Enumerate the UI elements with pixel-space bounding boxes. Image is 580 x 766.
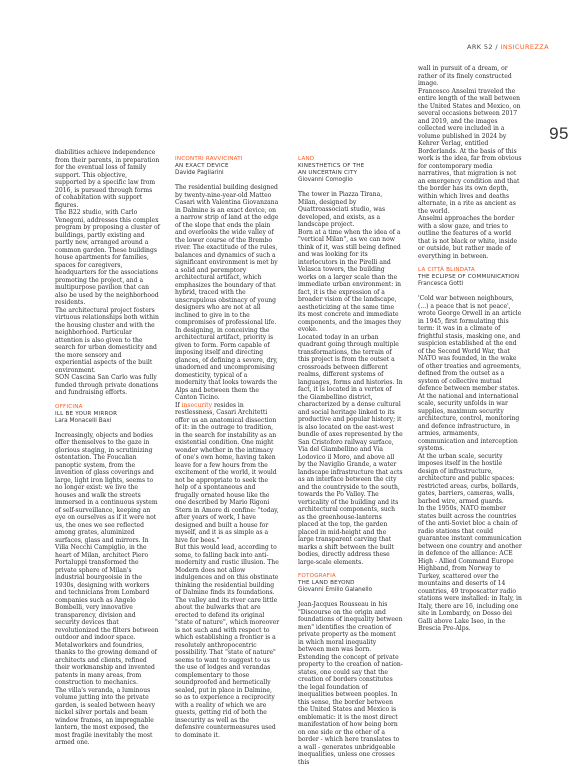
paragraph: Increasingly, objects and bodies offer themselves to the gaze in glorious staging, in scrutinizing ostentation. The Foucalian panoptic system, from the invention of glass coverings and large, light iron lights, seems to no longer exist: we live the houses and walk the streets immersed in a continuous system of self-surveillance, keeping an eye on ourselves as if it were not us, the ones we see reflected among grates, aluminized surfaces, glass and mirrors. In Villa Necchi Campiglio, in the heart of Milan, architect Piero Portaluppi transformed the private sphere of Milan's industrial bourgeoisie in the 1930s, designing with workers and technicians from Lombard companies such as Angelo Bombelli, very innovative transparency, division and security devices that revolutionized the filters between outdoor and indoor space. Metalworkers and foundries, thanks to the growing demand of architects and clients, refined their workmanship and invented patents in many areas, from construction to mechanics.: [55, 431, 159, 686]
paragraph: [175, 402, 280, 545]
paragraph: SON Cascina San Carlo was fully funded through private donations and fundraising efforts.: [55, 374, 159, 396]
paragraph: The residential building designed by twenty-nine-year-old Matteo Casari with Valentina Giovanzana in Dalmine is an exact device, on a narrow strip of land at the edge of the slope that ends the plain and overlooks the wide valley of the lower course of the Brembo river. The exactitude of the rules, balances and dynamics of such a significant environment is met by a solid and peremptory architectural artifact, which emphasizes the boundary of that hybrid, traced with the unscrupulous obstinacy of young designers who are not at all inclined to give in to the compromises of professional life.: [175, 184, 279, 326]
issue-label: ARK 52 /: [467, 43, 499, 51]
paragraph: Jean-Jacques Rousseau in his "Discourse on the origin and foundations of inequality between men" identifies the creation of private property as the moment in which moral inequality between men was born. Extending the concept of private property to the creation of nation-states, one could say that the creation of borders constitutes the legal foundation of inequalities between peoples. In this sense, the border between the United States and Mexico is emblematic: it is the most direct manifestation of how being born on one side or the other of a border - which here translates to a wall - generates unbridgeable inequalities, unless one crosses this: [298, 601, 403, 766]
paragraph: The B22 studio, with Carlo Venegoni, addresses this complex program by proposing a cluster of buildings, partly existing and partly new, arranged around a common garden. These buildings house apartments for families, spaces for caregivers, headquarters for the associations promoting the project, and a multipurpose pavilion that can also be used by the neighborhood residents.: [55, 209, 160, 306]
paragraph: Francesco Anselmi traveled the entire length of the wall between the United States and Mexico, on several occasions between 2017 and 2019, and the images collected were included in a volume published in 2024 by Kehrer Verlag, entitled Borderlands. At the basis of this work is the idea, far from obvious for contemporary media narratives, that migration is not an emergency condition and that the border has its own depth, within which lives and deaths alternate, in a rite as ancient as the world.: [418, 87, 522, 215]
text-run: If: [175, 401, 182, 409]
section-subtitle: THE ECLIPSE OF COMMUNICATION: [418, 274, 520, 280]
paragraph: But this would lead, according to some, to falling back into anti-modernity and rustic illusion. The Modern does not allow indulgences and on this obstinate thinking the residential building of Dalmine finds its foundations.: [175, 544, 279, 596]
paragraph: Born at a time when the idea of a "vertical Milan", as we can now think of it, was still being defined and was looking for its interlocutors in the Pirelli and Velasca towers, the building works on a larger scale than the immediate urban environment: in fact, it is the expression of a broader vision of the landscape, aestheticizing at the same time its most concrete and immediate components, and the images they evoke.: [298, 228, 402, 333]
section-label: INSICUREZZA: [500, 43, 549, 51]
running-header: [467, 43, 549, 51]
page-number: 95: [549, 124, 569, 143]
paragraph: The architectural project fosters virtuous relationships both within the housing cluster and with the neighborhood. Particular attention is also given to the search for urban domesticity and the more sensory and experiential aspects of the built environment.: [55, 306, 159, 374]
section-author: Giovanni Comoglio: [298, 177, 353, 183]
section-title: OFFICINA: [55, 403, 83, 410]
paragraph: At the urban scale, security imposes itself in the hostile design of infrastructure, architecture and public spaces: restricted areas, curbs, bollards, gates, barriers, cameras, walls, barbed wire, armed guards.: [418, 452, 519, 505]
paragraph: In designing, in conceiving the architectural artifact, priority is given to form. Form capable of imposing itself and directing glances, of defining a severe, dry, unadorned and uncompromising domesticity, typical of a modernity that looks towards the Alps and between them the Canton Ticino.: [175, 326, 278, 401]
section-subtitle: AN EXACT DEVICE: [175, 163, 229, 169]
section-author: Giovanni Emilio Galanello: [298, 587, 373, 593]
paragraph: 'Cold war between neighbours, (...) a peace that is not peace', wrote George Orwell in an article in 1945, first formulating this term: it was in a climate of frightful stasis, masking one, and suspicion established at the end of the Second World War, that NATO was founded, in the wake of other treaties and agreements, defined from the outset as a system of collective mutual defence between member states.: [418, 295, 522, 392]
paragraph: diabilities achieve independence from their parents, in preparation for the eventual loss of family support. This objective, supported by a specific law from 2016, is pursued through forms of cohabitation with support figures.: [55, 149, 160, 209]
section-subtitle: ILL BE YOUR MIRROR: [55, 410, 118, 417]
section-author: Francesca Gotti: [418, 281, 464, 287]
section-title: INCONTRI RAVVICINATI: [175, 156, 243, 162]
paragraph: Located today in an urban quadrant going through multiple transformations, the terrain of this project is from the outset a crossroads between different realms, different systems of languages, forms and histories. In fact, it is located in a vertex of the Giambellino district, characterized by a dense cultural and social heritage linked to its productive and popular history; it is also located on the east-west bundle of axes represented by the San Cristoforo railway surface, Via del Giambellino and Via Lodovico il Moro, and above all by the Naviglio Grande, a water landscape infrastructure that acts as an interface between the city and the countryside to the south, towards the Po Valley. The verticality of the building and its architectural components, such as the greenhouse-lanterns placed at the top, the garden placed in mid-height and the large transparent carving that marks a shift between the built bodies, directly address these large-scale elements.: [298, 333, 403, 566]
text-column-1: [55, 149, 160, 747]
section-subtitle: AN UNCERTAIN CITY: [298, 170, 358, 176]
paragraph: Anselmi approaches the border with a slow gaze, and tries to outline the features of a world that is not black or white, inside or outside, but rather made of everything in between.: [418, 215, 518, 260]
paragraph: At the national and international scale, security unfolds in war supplies, maximum security architecture, control, monitoring and defence infrastructure, in armies, armaments, communication and interception systems.: [418, 392, 520, 452]
section-title: FOTOGRAFIA: [298, 573, 336, 579]
paragraph: In the 1950s, NATO member states built across the countries of the anti-Soviet bloc a chain of radio stations that could guarantee instant communication between one country and another in defence of the alliance: ACE High - Allied Command Europe Highband, from Norway to Turkey, scattered over the mountains and deserts of 14 countries, 49 troposcatter radio stations were installed: in Italy, in Italy, there are 16, including one site in Lombardy, on Dosso dei Galli above Lake Iseo, in the Brescia Pre-Alps.: [418, 505, 522, 632]
section-title: LA CITTÀ BLINDATA: [418, 267, 475, 273]
paragraph: The valley and its river care little about the bulwarks that are erected to defend its original "state of nature", which moreover is not such and with respect to which establishing a frontier is a resolutely anthropocentric possibility. That "state of nature" seems to want to suggest to us the use of lodges and verandas complementary to those soundproofed and hermetically sealed, put in place in Dalmine, so as to experience a reciprocity with a reality of which we are guests, getting rid of both the insecurity as well as the defensive countermeasures used to dominate it.: [175, 596, 280, 739]
section-subtitle: KINESTHETICS OF THE: [298, 163, 365, 169]
text-column-4: [418, 65, 523, 633]
paragraph: wall in pursuit of a dream, or rather of its finely constructed image.: [418, 65, 512, 87]
highlight-keyword: insecurity: [181, 401, 213, 409]
section-subtitle: THE LAND BEYOND: [298, 580, 355, 586]
section-author: Davide Pagliarini: [175, 170, 224, 176]
section-author: Lara Monacelli Baxi: [55, 417, 112, 424]
text-run: resides in restlessness, Casari Architetti offer us an anatomical dissection of it: in the outrage to tradition, in the search for instability as an existential condition. One might wonder whether in the intimacy of one's own home, having taken leave for a few hours from the excitement of the world, it would not be appropriate to seek the help of a spontaneous and frugally ornated house like the one described by Mario Rigoni Stern in Amore di confine: "today, after years of work, I have designed and built a house for myself, and it is as simple as a hive for bees.": [175, 401, 279, 544]
paragraph: The tower in Piazza Tirana, Milan, designed by Quattroassociati studio, was developed, and exists, as a landscape project.: [298, 191, 386, 228]
section-title: LAND: [298, 156, 315, 162]
paragraph: The villa's veranda, a luminous volume jutting into the private garden, is sealed between heavy nickel silver portals and beam window frames, an impregnable lantern, the most exposed, the most fragile inevitably the most armed one.: [55, 686, 156, 746]
text-column-3: [298, 156, 403, 766]
text-column-2: [175, 156, 280, 739]
